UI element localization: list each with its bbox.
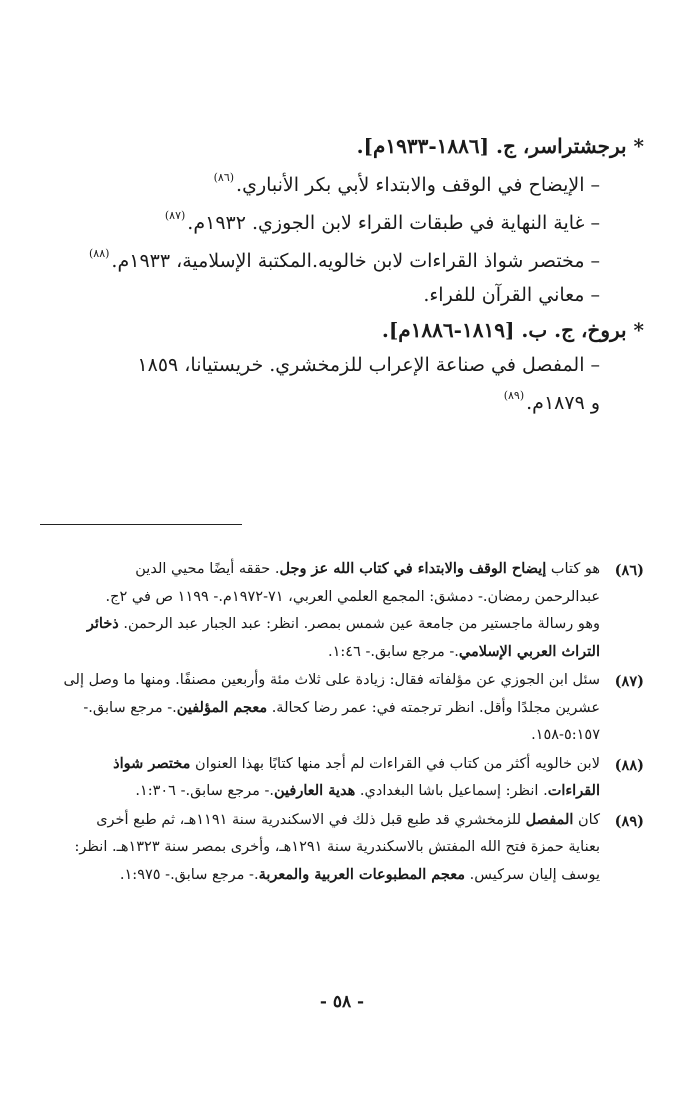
footnote: (٨٩) كان المفصل للزمخشري قد طبع قبل ذلك في الاسكندرية سنة ١١٩١هـ، ثم طبع أخرى بعناية حمزة فتح الله المفتش بالاسكندرية سنة ١٢٩١هـ، وأخرى بمصر سنة ١٣٢٣هـ. انظر: يوسف إليان سركيس. معجم المطبوعات العربية والمعربة.- مرجع سابق.- ١:٩٧٥.: [74, 810, 644, 883]
book-item: –مختصر شواذ القراءات لابن خالويه.المكتبة الإسلامية، ١٩٣٣م.$^{(٨٨)}$: [89, 247, 600, 272]
footnote-separator: [40, 524, 242, 525]
book-item: –معاني القرآن للفراء.: [423, 284, 600, 306]
entry-heading-bergstrasser: * برجشتراسر، ج. [١٨٨٦-١٩٣٣م].: [356, 134, 644, 158]
footnote-number: (٨٦): [614, 562, 644, 579]
footnote-ref[interactable]: (٨٨): [89, 247, 110, 260]
footnotes: [38, 562, 644, 896]
main-text: [38, 136, 644, 413]
book-item: –المفصل في صناعة الإعراب للزمخشري. خريستيانا، ١٨٥٩: [137, 354, 600, 376]
book-item-continuation: و ١٨٧٩م.$^{(٨٩)}$: [503, 389, 600, 414]
footnote-number: (٨٩): [614, 812, 644, 830]
page-number: - ٥٨ -: [319, 992, 365, 1012]
footnote-ref[interactable]: (٨٧): [164, 209, 186, 222]
footnote-number: (٨٧): [614, 673, 644, 690]
footnote: (٨٦) هو كتاب إيضاح الوقف والابتداء في كتاب الله عز وجل. حققه أيضًا محيي الدين عبدالرحمن رمضان.- دمشق: المجمع العلمي العربي، ٧١-١٩٧٢م.- ١١٩٩ ص في ٢ج. وهو رسالة ماجستير من جامعة عين شمس بمصر. انظر: عبد الجبار عبد الرحمن. ذخائر التراث العربي الإسلامي.- مرجع سابق.- ١:٤٦.: [86, 560, 644, 660]
footnote: (٨٨) لابن خالويه أكثر من كتاب في القراءات لم أجد منها كتابًا بهذا العنوان مختصر شواذ القراءات. انظر: إسماعيل باشا البغدادي. هدية العارفين.- مرجع سابق.- ١:٣٠٦.: [113, 754, 644, 799]
footnote-ref[interactable]: (٨٩): [503, 389, 525, 402]
book-item: –الإيضاح في الوقف والابتداء لأبي بكر الأنباري.$^{(٨٦)}$: [213, 171, 600, 196]
book-item: –غاية النهاية في طبقات القراء لابن الجوزي. ١٩٣٢م.$^{(٨٧)}$: [164, 209, 600, 234]
footnote: (٨٧) سئل ابن الجوزي عن مؤلفاته فقال: زيادة على ثلاث مئة وأربعين مصنفًا. ومنها ما وصل إلى عشرين مجلدًا وأقل. انظر ترجمته في: عمر رضا كحالة. معجم المؤلفين.- مرجع سابق.- ٥:١٥٧-١٥٨.: [63, 672, 644, 743]
footnote-number: (٨٨): [614, 756, 644, 774]
entry-heading-brockhaus: * بروخ، ج. ب. [١٨١٩-١٨٨٦م].: [381, 318, 644, 342]
footnote-ref[interactable]: (٨٦): [213, 171, 235, 184]
